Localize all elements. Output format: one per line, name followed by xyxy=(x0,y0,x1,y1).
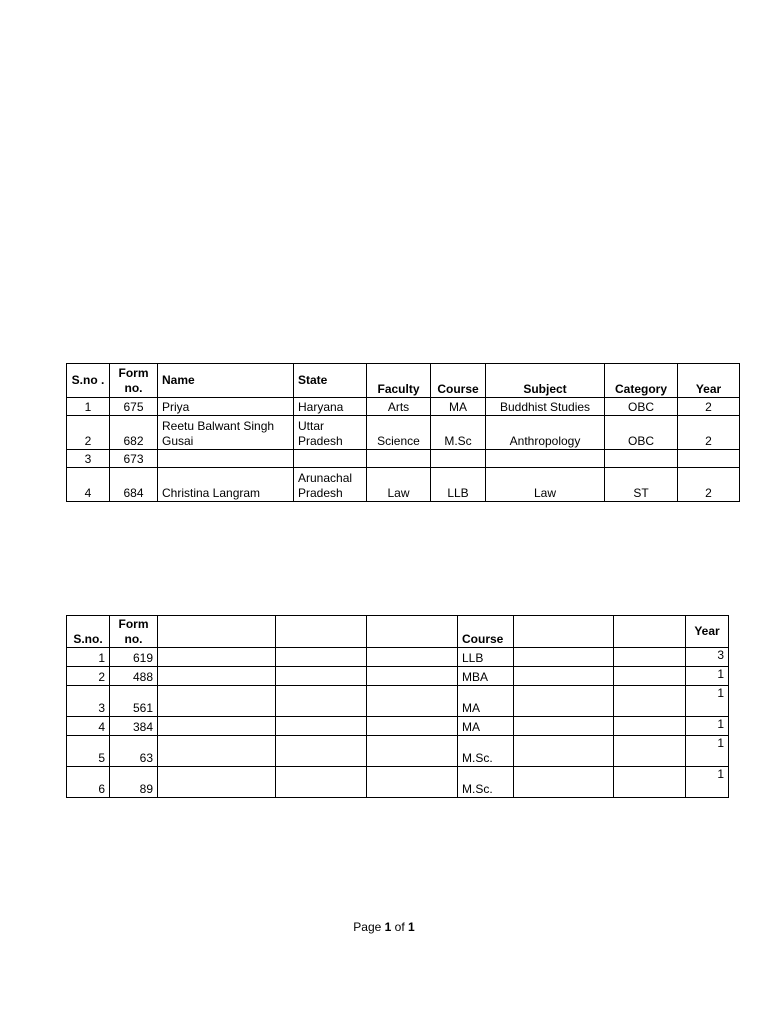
cell-course: MA xyxy=(431,398,486,416)
cell-form-no: 675 xyxy=(110,398,158,416)
cell-empty xyxy=(367,667,458,686)
cell-course: M.Sc. xyxy=(458,767,514,798)
cell-form-no: 63 xyxy=(110,736,158,767)
cell-faculty: Law xyxy=(367,468,431,502)
cell-year: 2 xyxy=(678,398,740,416)
cell-course: MA xyxy=(458,717,514,736)
header-category: Category xyxy=(605,364,678,398)
cell-name: Christina Langram xyxy=(158,468,294,502)
table-row xyxy=(67,416,740,450)
cell-sno: 2 xyxy=(67,416,110,450)
cell-empty xyxy=(158,717,276,736)
cell-year: 1 xyxy=(686,667,729,686)
cell-empty xyxy=(367,686,458,717)
cell-state xyxy=(294,450,367,468)
cell-course xyxy=(431,450,486,468)
cell-sno: 3 xyxy=(67,450,110,468)
cell-year: 1 xyxy=(686,717,729,736)
cell-sno: 1 xyxy=(67,398,110,416)
header-empty-3 xyxy=(367,616,458,648)
table-row xyxy=(67,686,729,717)
cell-empty xyxy=(614,767,686,798)
cell-empty xyxy=(276,686,367,717)
header-course: Course xyxy=(431,364,486,398)
cell-course: MA xyxy=(458,686,514,717)
table-row xyxy=(67,717,729,736)
cell-year: 3 xyxy=(686,648,729,667)
header-state: State xyxy=(294,364,367,398)
table1-header-row xyxy=(67,364,740,398)
cell-subject: Buddhist Studies xyxy=(486,398,605,416)
header-year: Year xyxy=(678,364,740,398)
cell-year: 1 xyxy=(686,686,729,717)
header-form-no: Form no. xyxy=(110,616,158,648)
header-empty-5 xyxy=(614,616,686,648)
cell-category: ST xyxy=(605,468,678,502)
cell-form-no: 682 xyxy=(110,416,158,450)
cell-empty xyxy=(367,717,458,736)
cell-state: Uttar Pradesh xyxy=(294,416,367,450)
cell-course: M.Sc. xyxy=(458,736,514,767)
cell-year: 2 xyxy=(678,416,740,450)
cell-form-no: 384 xyxy=(110,717,158,736)
cell-course: M.Sc xyxy=(431,416,486,450)
cell-faculty: Arts xyxy=(367,398,431,416)
cell-sno: 5 xyxy=(67,736,110,767)
page-footer xyxy=(0,920,768,934)
cell-empty xyxy=(614,648,686,667)
total-pages-number: 1 xyxy=(408,920,415,934)
table-row xyxy=(67,767,729,798)
cell-name: Priya xyxy=(158,398,294,416)
header-empty-1 xyxy=(158,616,276,648)
header-course: Course xyxy=(458,616,514,648)
header-empty-2 xyxy=(276,616,367,648)
cell-sno: 1 xyxy=(67,648,110,667)
cell-sno: 6 xyxy=(67,767,110,798)
header-sno: S.no . xyxy=(67,364,110,398)
table-row xyxy=(67,450,740,468)
cell-empty xyxy=(158,736,276,767)
cell-state: Arunachal Pradesh xyxy=(294,468,367,502)
cell-year: 1 xyxy=(686,736,729,767)
cell-empty xyxy=(614,686,686,717)
cell-empty xyxy=(514,767,614,798)
header-name: Name xyxy=(158,364,294,398)
current-page-number: 1 xyxy=(384,920,392,934)
cell-sno: 3 xyxy=(67,686,110,717)
cell-empty xyxy=(276,717,367,736)
cell-empty xyxy=(158,648,276,667)
cell-faculty xyxy=(367,450,431,468)
table2-header-row xyxy=(67,616,729,648)
table-row xyxy=(67,667,729,686)
cell-empty xyxy=(614,736,686,767)
cell-empty xyxy=(276,736,367,767)
cell-course: LLB xyxy=(458,648,514,667)
cell-sno: 4 xyxy=(67,468,110,502)
cell-state: Haryana xyxy=(294,398,367,416)
cell-form-no: 89 xyxy=(110,767,158,798)
students-table-2 xyxy=(66,615,729,798)
cell-empty xyxy=(367,648,458,667)
cell-category xyxy=(605,450,678,468)
table-row xyxy=(67,648,729,667)
cell-empty xyxy=(614,717,686,736)
cell-empty xyxy=(614,667,686,686)
cell-faculty: Science xyxy=(367,416,431,450)
cell-course: MBA xyxy=(458,667,514,686)
cell-empty xyxy=(367,767,458,798)
cell-empty xyxy=(158,667,276,686)
cell-subject: Anthropology xyxy=(486,416,605,450)
page-word: Page xyxy=(353,920,382,934)
cell-form-no: 561 xyxy=(110,686,158,717)
cell-empty xyxy=(514,736,614,767)
header-empty-4 xyxy=(514,616,614,648)
header-faculty: Faculty xyxy=(367,364,431,398)
cell-empty xyxy=(158,767,276,798)
cell-empty xyxy=(514,667,614,686)
cell-subject xyxy=(486,450,605,468)
table-row xyxy=(67,736,729,767)
cell-year: 1 xyxy=(686,767,729,798)
cell-form-no: 673 xyxy=(110,450,158,468)
cell-form-no: 488 xyxy=(110,667,158,686)
cell-year: 2 xyxy=(678,468,740,502)
cell-form-no: 619 xyxy=(110,648,158,667)
cell-sno: 4 xyxy=(67,717,110,736)
cell-course: LLB xyxy=(431,468,486,502)
cell-name: Reetu Balwant Singh Gusai xyxy=(158,416,294,450)
cell-empty xyxy=(367,736,458,767)
cell-empty xyxy=(276,767,367,798)
header-subject: Subject xyxy=(486,364,605,398)
header-sno: S.no. xyxy=(67,616,110,648)
header-form-no: Form no. xyxy=(110,364,158,398)
cell-category: OBC xyxy=(605,398,678,416)
cell-empty xyxy=(276,648,367,667)
table-row xyxy=(67,468,740,502)
cell-empty xyxy=(158,686,276,717)
cell-empty xyxy=(514,717,614,736)
cell-category: OBC xyxy=(605,416,678,450)
cell-empty xyxy=(514,686,614,717)
cell-name xyxy=(158,450,294,468)
table-row xyxy=(67,398,740,416)
cell-sno: 2 xyxy=(67,667,110,686)
cell-form-no: 684 xyxy=(110,468,158,502)
cell-empty xyxy=(514,648,614,667)
of-word: of xyxy=(394,920,405,934)
cell-year xyxy=(678,450,740,468)
cell-subject: Law xyxy=(486,468,605,502)
students-table-1 xyxy=(66,363,740,502)
header-year: Year xyxy=(686,616,729,648)
cell-empty xyxy=(276,667,367,686)
